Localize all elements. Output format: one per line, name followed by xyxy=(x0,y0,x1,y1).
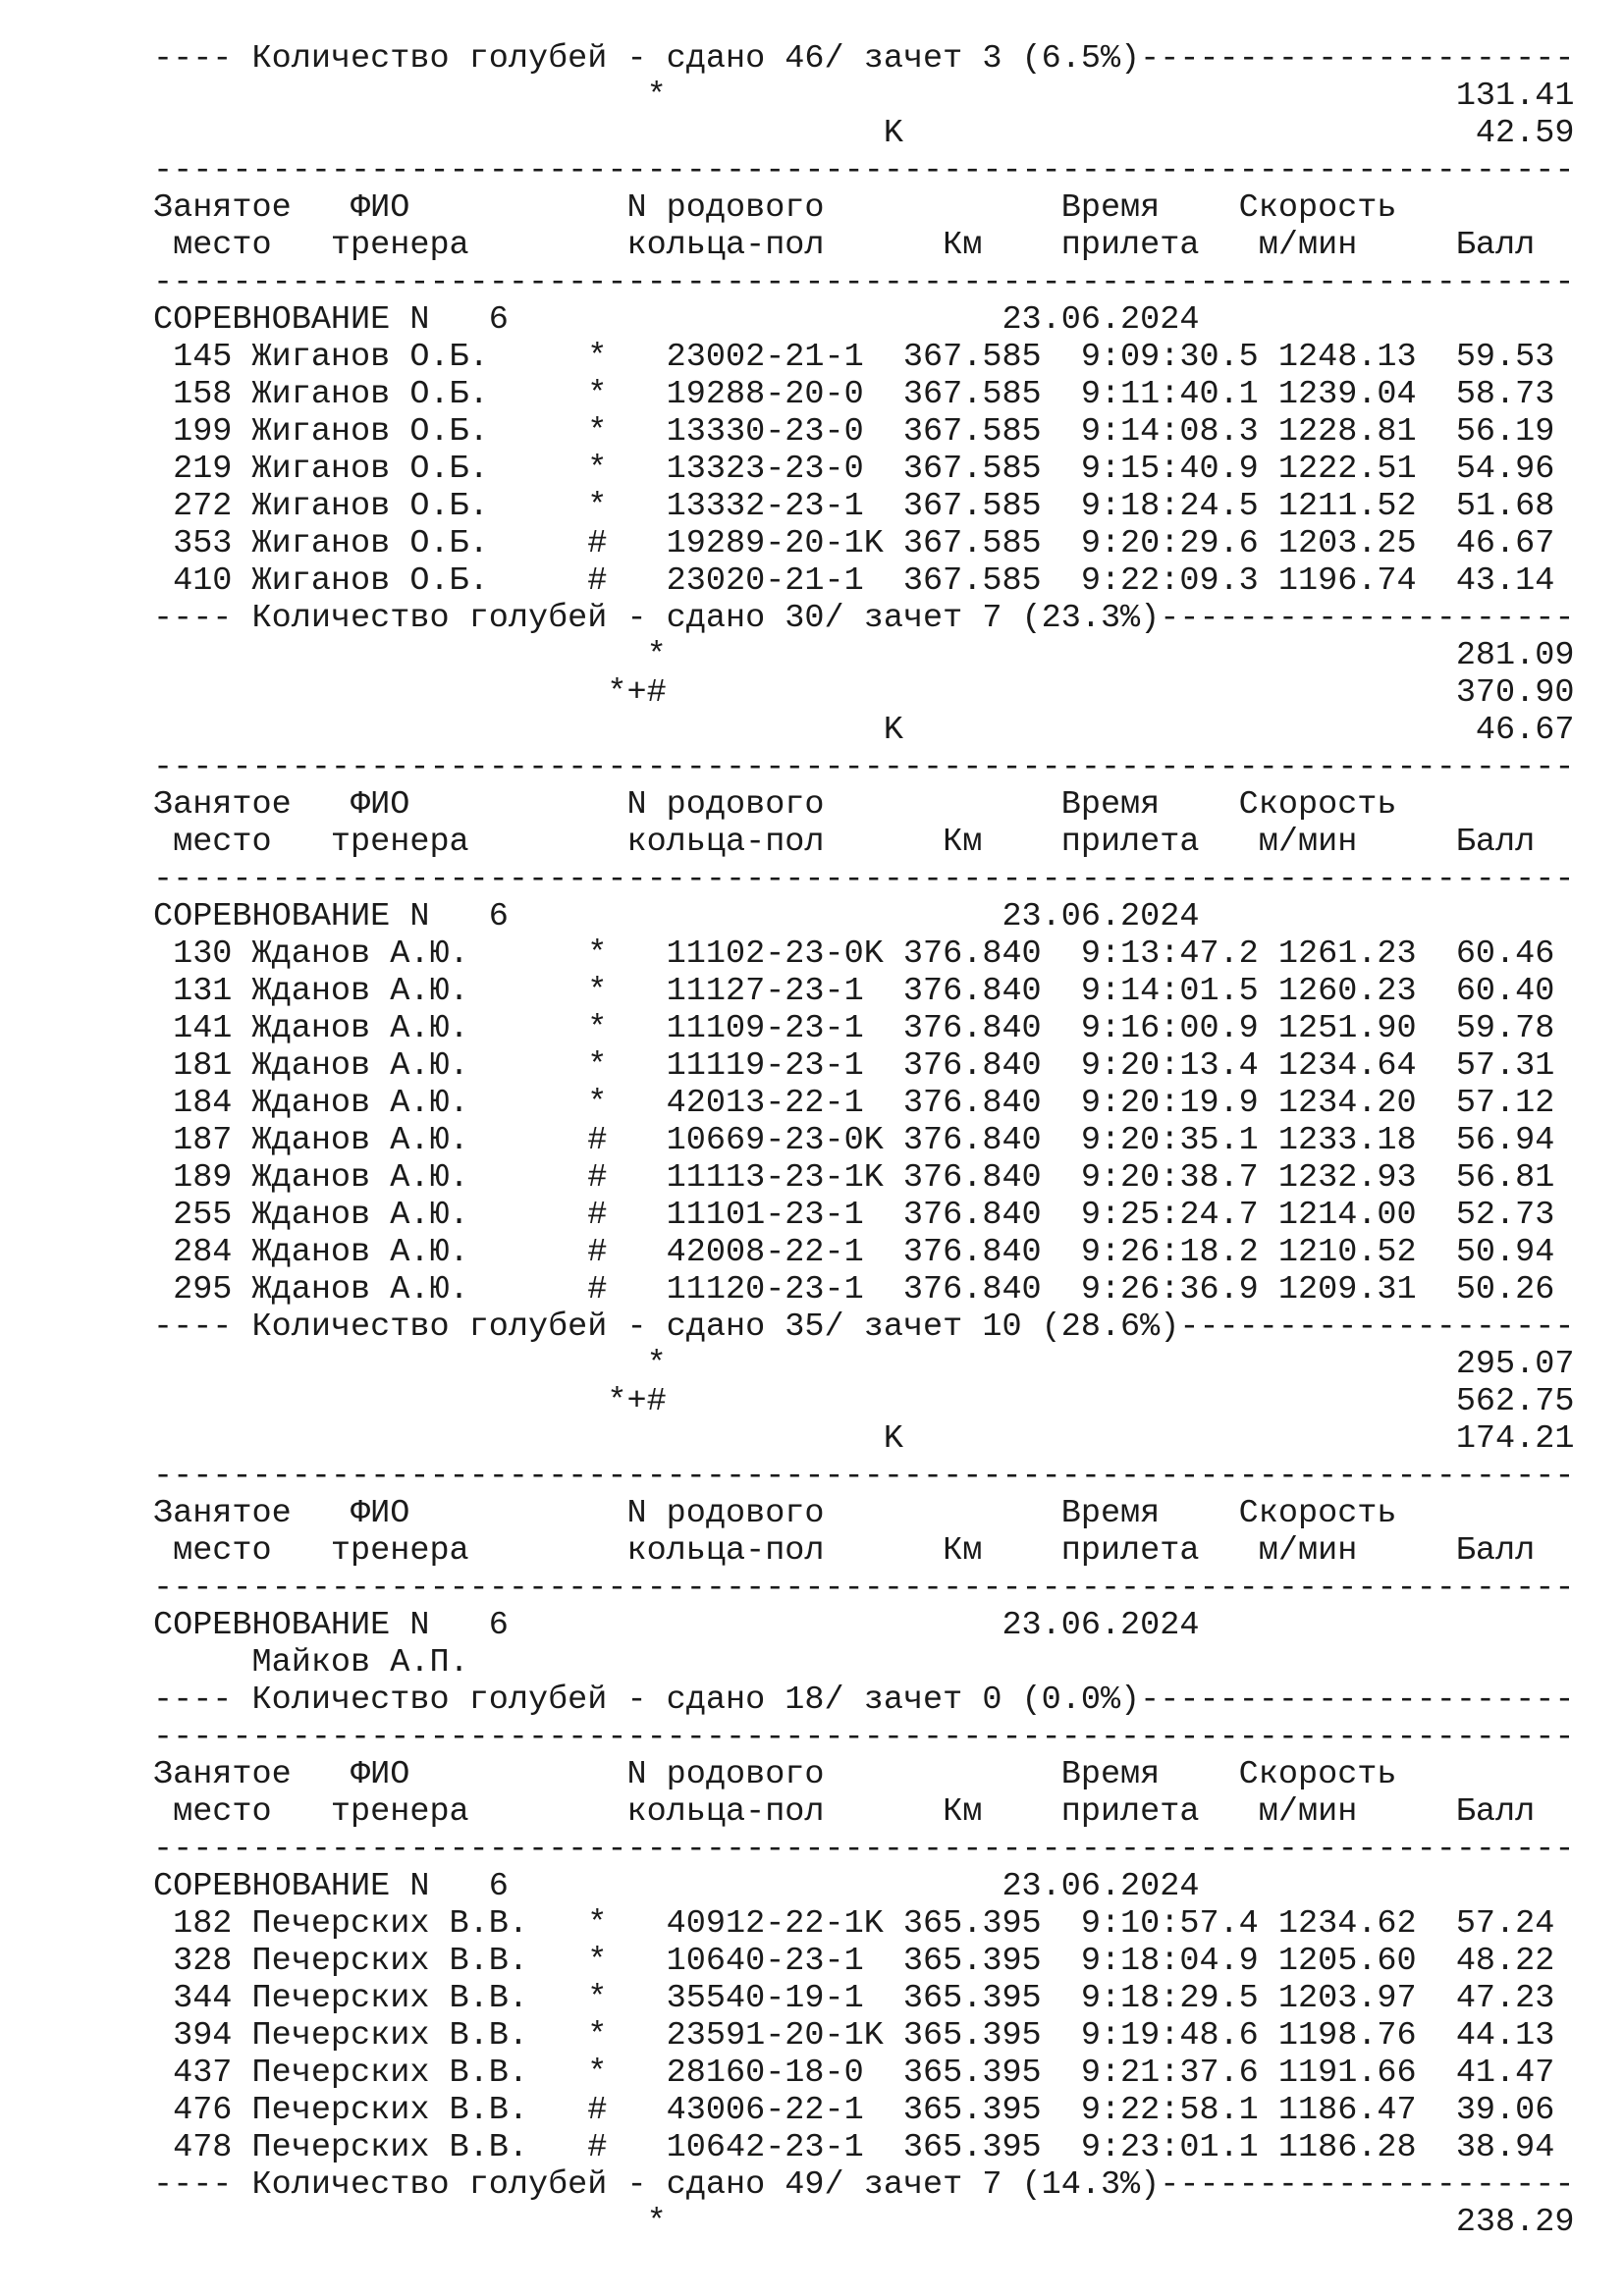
separator-line: ------------------------------------------------------------------------ xyxy=(153,1458,1575,1495)
pigeon-count-summary: ---- Количество голубей - сдано 18/ зачет 0 (0.0%)---------------------- xyxy=(153,1682,1575,1719)
result-row: 328 Печерских В.В. * 10640-23-1 365.395 9:18:04.9 1205.60 48.22 xyxy=(153,1943,1555,1980)
result-row: 187 Жданов А.Ю. # 10669-23-0K 376.840 9:20:35.1 1233.18 56.94 xyxy=(153,1122,1555,1159)
pigeon-count-summary: ---- Количество голубей - сдано 30/ зачет 7 (23.3%)--------------------- xyxy=(153,600,1575,637)
result-row: 295 Жданов А.Ю. # 11120-23-1 376.840 9:26:36.9 1209.31 50.26 xyxy=(153,1271,1555,1308)
result-row: 189 Жданов А.Ю. # 11113-23-1K 376.840 9:20:38.7 1232.93 56.81 xyxy=(153,1159,1555,1197)
column-header-row-2: место тренера кольца-пол Км прилета м/мин Балл xyxy=(153,227,1536,264)
fancier-name-line: Майков А.П. xyxy=(153,1644,469,1682)
separator-line: ------------------------------------------------------------------------ xyxy=(153,152,1575,189)
column-header-row-1: Занятое ФИО N родового Время Скорость xyxy=(153,786,1397,824)
result-row: 344 Печерских В.В. * 35540-19-1 365.395 9:18:29.5 1203.97 47.23 xyxy=(153,1980,1555,2017)
score-total-line: K 174.21 xyxy=(153,1420,1575,1458)
separator-line: ------------------------------------------------------------------------ xyxy=(153,749,1575,786)
competition-heading: СОРЕВНОВАНИЕ N 6 23.06.2024 xyxy=(153,1868,1200,1905)
competition-heading: СОРЕВНОВАНИЕ N 6 23.06.2024 xyxy=(153,898,1200,935)
column-header-row-2: место тренера кольца-пол Км прилета м/мин Балл xyxy=(153,824,1536,861)
result-row: 478 Печерских В.В. # 10642-23-1 365.395 9:23:01.1 1186.28 38.94 xyxy=(153,2129,1555,2166)
score-total-line: * 295.07 xyxy=(153,1346,1575,1383)
score-total-line: *+# 370.90 xyxy=(153,674,1575,712)
result-row: 410 Жиганов О.Б. # 23020-21-1 367.585 9:22:09.3 1196.74 43.14 xyxy=(153,562,1555,600)
separator-line: ------------------------------------------------------------------------ xyxy=(153,1719,1575,1756)
separator-line: ------------------------------------------------------------------------ xyxy=(153,264,1575,301)
score-total-line: * 238.29 xyxy=(153,2204,1575,2241)
result-row: 184 Жданов А.Ю. * 42013-22-1 376.840 9:20:19.9 1234.20 57.12 xyxy=(153,1085,1555,1122)
separator-line: ------------------------------------------------------------------------ xyxy=(153,1570,1575,1607)
score-total-line: *+# 562.75 xyxy=(153,1383,1575,1420)
result-row: 182 Печерских В.В. * 40912-22-1K 365.395 9:10:57.4 1234.62 57.24 xyxy=(153,1905,1555,1943)
result-row: 394 Печерских В.В. * 23591-20-1K 365.395 9:19:48.6 1198.76 44.13 xyxy=(153,2017,1555,2055)
result-row: 219 Жиганов О.Б. * 13323-23-0 367.585 9:15:40.9 1222.51 54.96 xyxy=(153,451,1555,488)
result-row: 181 Жданов А.Ю. * 11119-23-1 376.840 9:20:13.4 1234.64 57.31 xyxy=(153,1047,1555,1085)
score-total-line: K 42.59 xyxy=(153,115,1575,152)
result-row: 199 Жиганов О.Б. * 13330-23-0 367.585 9:14:08.3 1228.81 56.19 xyxy=(153,413,1555,451)
result-row: 141 Жданов А.Ю. * 11109-23-1 376.840 9:16:00.9 1251.90 59.78 xyxy=(153,1010,1555,1047)
pigeon-count-summary: ---- Количество голубей - сдано 49/ зачет 7 (14.3%)--------------------- xyxy=(153,2166,1575,2204)
pigeon-count-summary: ---- Количество голубей - сдано 46/ зачет 3 (6.5%)---------------------- xyxy=(153,40,1575,78)
competition-heading: СОРЕВНОВАНИЕ N 6 23.06.2024 xyxy=(153,301,1200,339)
score-total-line: K 46.67 xyxy=(153,712,1575,749)
report-document xyxy=(153,40,1587,2241)
pigeon-count-summary: ---- Количество голубей - сдано 35/ зачет 10 (28.6%)-------------------- xyxy=(153,1308,1575,1346)
separator-line: ------------------------------------------------------------------------ xyxy=(153,861,1575,898)
column-header-row-1: Занятое ФИО N родового Время Скорость xyxy=(153,1756,1397,1793)
result-row: 437 Печерских В.В. * 28160-18-0 365.395 9:21:37.6 1191.66 41.47 xyxy=(153,2055,1555,2092)
column-header-row-2: место тренера кольца-пол Км прилета м/мин Балл xyxy=(153,1532,1536,1570)
separator-line: ------------------------------------------------------------------------ xyxy=(153,1831,1575,1868)
column-header-row-2: место тренера кольца-пол Км прилета м/мин Балл xyxy=(153,1793,1536,1831)
column-header-row-1: Занятое ФИО N родового Время Скорость xyxy=(153,189,1397,227)
result-row: 130 Жданов А.Ю. * 11102-23-0K 376.840 9:13:47.2 1261.23 60.46 xyxy=(153,935,1555,973)
result-row: 131 Жданов А.Ю. * 11127-23-1 376.840 9:14:01.5 1260.23 60.40 xyxy=(153,973,1555,1010)
column-header-row-1: Занятое ФИО N родового Время Скорость xyxy=(153,1495,1397,1532)
result-row: 158 Жиганов О.Б. * 19288-20-0 367.585 9:11:40.1 1239.04 58.73 xyxy=(153,376,1555,413)
score-total-line: * 131.41 xyxy=(153,78,1575,115)
result-row: 272 Жиганов О.Б. * 13332-23-1 367.585 9:18:24.5 1211.52 51.68 xyxy=(153,488,1555,525)
result-row: 255 Жданов А.Ю. # 11101-23-1 376.840 9:25:24.7 1214.00 52.73 xyxy=(153,1197,1555,1234)
result-row: 476 Печерских В.В. # 43006-22-1 365.395 9:22:58.1 1186.47 39.06 xyxy=(153,2092,1555,2129)
result-row: 145 Жиганов О.Б. * 23002-21-1 367.585 9:09:30.5 1248.13 59.53 xyxy=(153,339,1555,376)
result-row: 353 Жиганов О.Б. # 19289-20-1K 367.585 9:20:29.6 1203.25 46.67 xyxy=(153,525,1555,562)
score-total-line: * 281.09 xyxy=(153,637,1575,674)
result-row: 284 Жданов А.Ю. # 42008-22-1 376.840 9:26:18.2 1210.52 50.94 xyxy=(153,1234,1555,1271)
competition-heading: СОРЕВНОВАНИЕ N 6 23.06.2024 xyxy=(153,1607,1200,1644)
